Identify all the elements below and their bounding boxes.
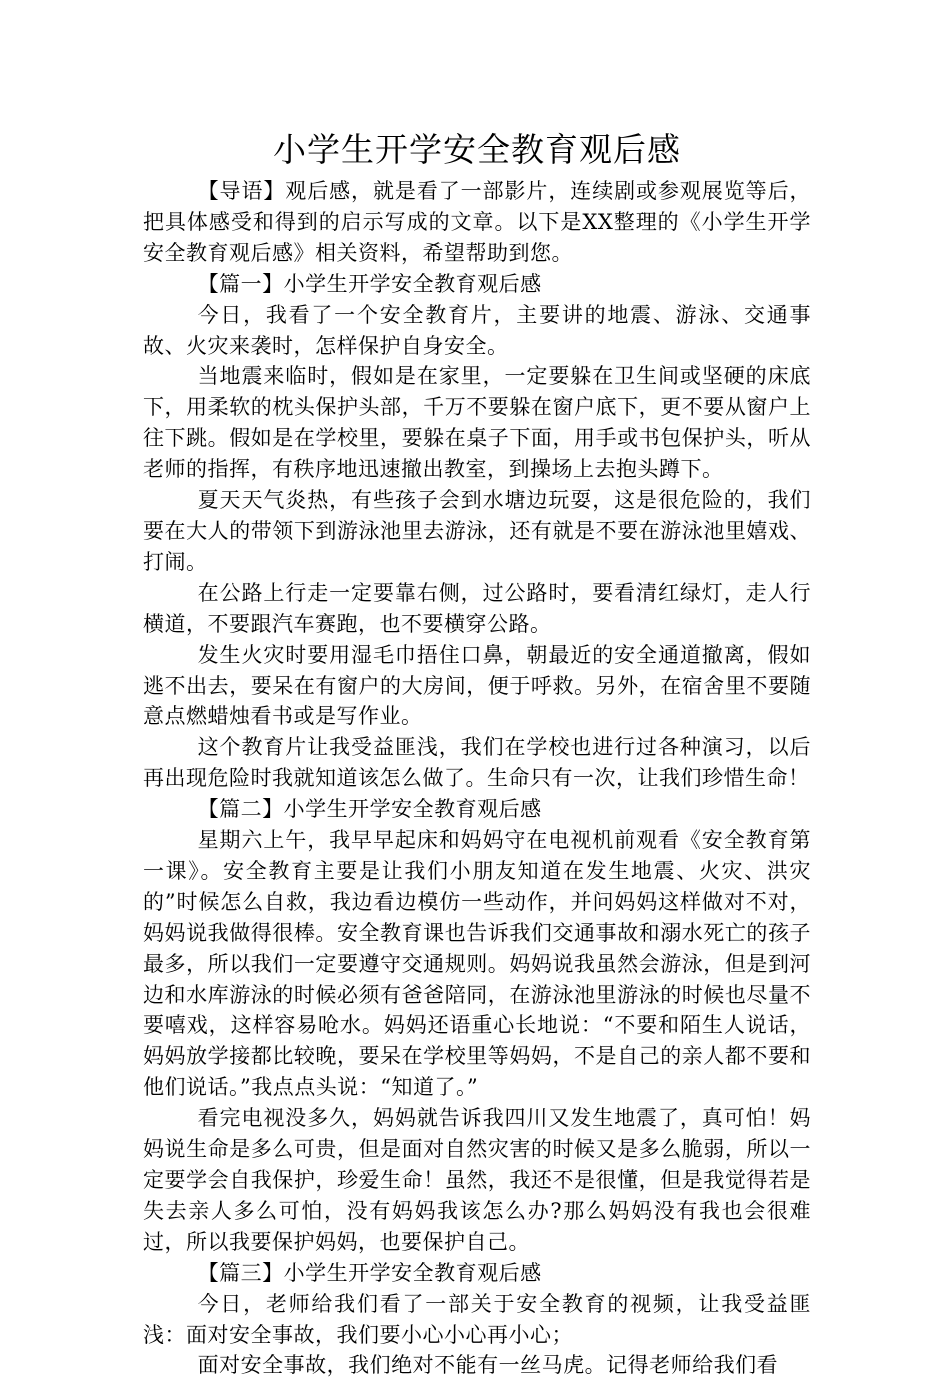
paragraph: 面对安全事故，我们绝对不能有一丝马虎。记得老师给我们看 [197, 1353, 779, 1378]
paragraph: 这个教育片让我受益匪浅，我们在学校也进行过各种演习，以后再出现危险时我就知道该怎么做了。生命只有一次，让我们珍惜生命！ [143, 735, 811, 791]
paragraph: 在公路上行走一定要靠右侧，过公路时，要看清红绿灯，走人行横道，不要跟汽车赛跑，也不要横穿公路。 [143, 580, 811, 636]
paragraph: 夏天天气炎热，有些孩子会到水塘边玩耍，这是很危险的，我们要在大人的带领下到游泳池里去游泳，还有就是不要在游泳池里嬉戏、打闹。 [143, 488, 811, 574]
document-page [143, 128, 811, 1381]
section-heading-1: 【篇一】小学生开学安全教育观后感 [197, 271, 542, 296]
paragraph: 今日，我看了一个安全教育片，主要讲的地震、游泳、交通事故、火灾来袭时，怎样保护自身安全。 [143, 302, 811, 358]
section-heading-3: 【篇三】小学生开学安全教育观后感 [197, 1260, 542, 1285]
intro-paragraph: 【导语】观后感，就是看了一部影片，连续剧或参观展览等后，把具体感受和得到的启示写成的文章。以下是XX整理的《小学生开学安全教育观后感》相关资料，希望帮助到您。 [143, 179, 811, 265]
paragraph: 当地震来临时，假如是在家里，一定要躲在卫生间或坚硬的床底下，用柔软的枕头保护头部，千万不要躲在窗户底下，更不要从窗户上往下跳。假如是在学校里，要躲在桌子下面，用手或书包保护头，听从老师的指挥，有秩序地迅速撤出教室，到操场上去抱头蹲下。 [143, 364, 811, 482]
document-title: 小学生开学安全教育观后感 [273, 130, 681, 169]
paragraph: 看完电视没多久，妈妈就告诉我四川又发生地震了，真可怕！妈妈说生命是多么可贵，但是面对自然灾害的时候又是多么脆弱，所以一定要学会自我保护，珍爱生命！虽然，我还不是很懂，但是我觉得若是失去亲人多么可怕，没有妈妈我该怎么办?那么妈妈没有我也会很难过，所以我要保护妈妈，也要保护自己。 [143, 1106, 811, 1254]
paragraph: 今日，老师给我们看了一部关于安全教育的视频，让我受益匪浅：面对安全事故，我们要小心小心再小心； [143, 1291, 811, 1347]
section-heading-2: 【篇二】小学生开学安全教育观后感 [197, 797, 542, 822]
paragraph: 发生火灾时要用湿毛巾捂住口鼻，朝最近的安全通道撤离，假如逃不出去，要呆在有窗户的大房间，便于呼救。另外，在宿舍里不要随意点燃蜡烛看书或是写作业。 [143, 642, 811, 729]
paragraph: 星期六上午，我早早起床和妈妈守在电视机前观看《安全教育第一课》。安全教育主要是让我们小朋友知道在发生地震、火灾、洪灾的”时候怎么自救，我边看边模仿一些动作，并问妈妈这样做对不对，妈妈说我做得很棒。安全教育课也告诉我们交通事故和溺水死亡的孩子最多，所以我们一定要遵守交通规则。妈妈说我虽然会游泳，但是到河边和水库游泳的时候必须有爸爸陪同，在游泳池里游泳的时候也尽量不要嘻戏，这样容易呛水。妈妈还语重心长地说：“不要和陌生人说话，妈妈放学接都比较晚，要呆在学校里等妈妈，不是自己的亲人都不要和他们说话。”我点点头说：“知道了。” [143, 828, 811, 1100]
